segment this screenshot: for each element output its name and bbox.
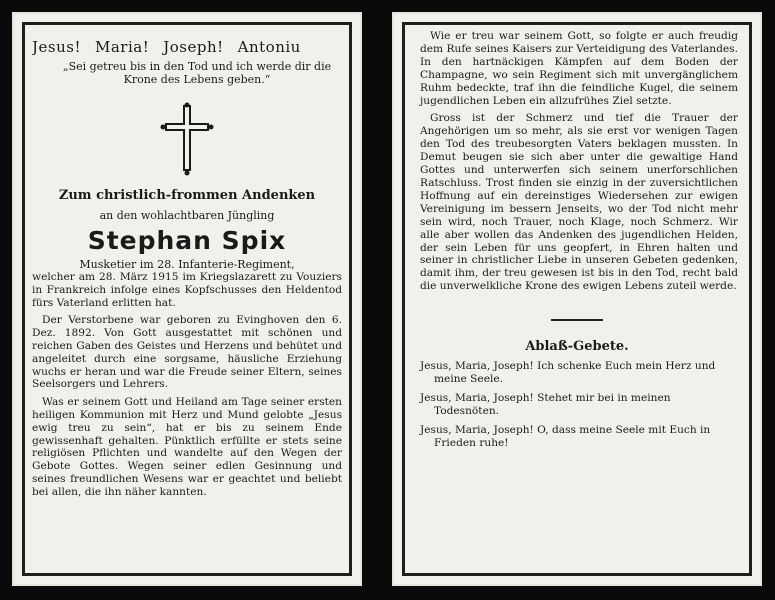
invocation-joseph: Joseph! — [163, 38, 224, 56]
prayer-item: Jesus, Maria, Joseph! O, dass meine Seele mit Euch in Frieden ruhe! — [420, 424, 711, 450]
divider-rule — [551, 319, 603, 321]
left-body-text — [32, 271, 342, 499]
right-card — [392, 12, 762, 586]
invocation-maria: Maria! — [94, 38, 150, 56]
military-rank: Musketier im 28. Infanterie-Regiment, — [79, 258, 295, 271]
prayers-heading: Ablaß-Gebete. — [525, 339, 629, 355]
left-card — [12, 12, 362, 586]
paragraph-death: welcher am 28. März 1915 im Kriegslazarett zu Vouziers in Frankreich infolge eines Kopfschusses den Heldentod fürs Vaterland erlitten hat. — [32, 271, 342, 309]
paragraph-faith: Was er seinem Gott und Heiland am Tage seiner ersten heiligen Kommunion mit Herz und Mund gelobte „Jesus ewig treu zu sein“, hat er bis zu seinem Ende gewissenhaft gehalten. Pünktlich erfüllte er stets seine religiösen Pflichten und wandelte auf den Wegen der Gebote Gottes. Wegen seiner edlen Gesinnung und seines freundlichen Wesens war er geachtet und beliebt bei allen, die ihn näher kannten. — [32, 396, 342, 498]
invocation-jesus: Jesus! — [32, 38, 81, 56]
right-body-text — [420, 30, 738, 293]
paragraph-birth: Der Verstorbene war geboren zu Evinghoven den 6. Dez. 1892. Von Gott ausgestattet mit schönen und reichen Gaben des Geistes und Herzens und behütet und angeleitet durch eine sorgsame, häusliche Erziehung wuchs er heran und war die Freude seiner Eltern, seines Seelsorgers und Lehrers. — [32, 314, 342, 391]
paragraph-grief: Gross ist der Schmerz und tief die Trauer der Angehörigen um so mehr, als sie erst vor wenigen Tagen den Tod des treubesorgten Vaters beklagen mussten. In Demut beugen sie sich aber unter die gewaltige Hand Gottes und unterwerfen sich seinem unerforschlichen Ratschluss. Trost finden sie einzig in der zuversichtlichen Hoffnung auf ein dereinstiges Wiedersehen zur ewigen Vereinigung im bessern Jenseits, wo der Tod nicht mehr sein wird, noch Trauer, noch Klage, noch Schmerz. Wir alle aber wollen das Andenken des jugendlichen Helden, der sein Leben für uns geopfert, in Ehren halten und seiner in christlicher Liebe in unseren Gebeten gedenken, damit ihm, der treu gewesen ist bis in den Tod, recht bald die unverwelkliche Krone des ewigen Lebens zuteil werde. — [420, 112, 738, 293]
prayer-item: Jesus, Maria, Joseph! Ich schenke Euch mein Herz und meine Seele. — [420, 360, 716, 386]
bible-motto: „Sei getreu bis in den Tod und ich werde dir die Krone des Lebens geben.“ — [62, 60, 332, 86]
memory-heading: Zum christlich-frommen Andenken — [58, 188, 316, 203]
memory-subheading: an den wohlachtbaren Jüngling — [99, 209, 275, 222]
invocation-antonius: Antoniu — [237, 38, 301, 56]
deceased-name: Stephan Spix — [87, 226, 287, 255]
left-card-content — [26, 28, 348, 574]
invocation-line — [32, 38, 348, 56]
prayer-item: Jesus, Maria, Joseph! Stehet mir bei in meinen Todesnöten. — [420, 392, 671, 418]
paragraph-war: Wie er treu war seinem Gott, so folgte er auch freudig dem Rufe seines Kaisers zur Verteidigung des Vaterlandes. In den hartnäckigen Kämpfen auf dem Boden der Champagne, wo sein Regiment sich mit unvergänglichem Ruhm bedeckte, traf ihn die feindliche Kugel, die seinem jugendlichen Leben ein allzufrühes Ziel setzte. — [420, 30, 738, 107]
cross-icon — [160, 102, 214, 176]
right-card-content — [406, 28, 748, 574]
